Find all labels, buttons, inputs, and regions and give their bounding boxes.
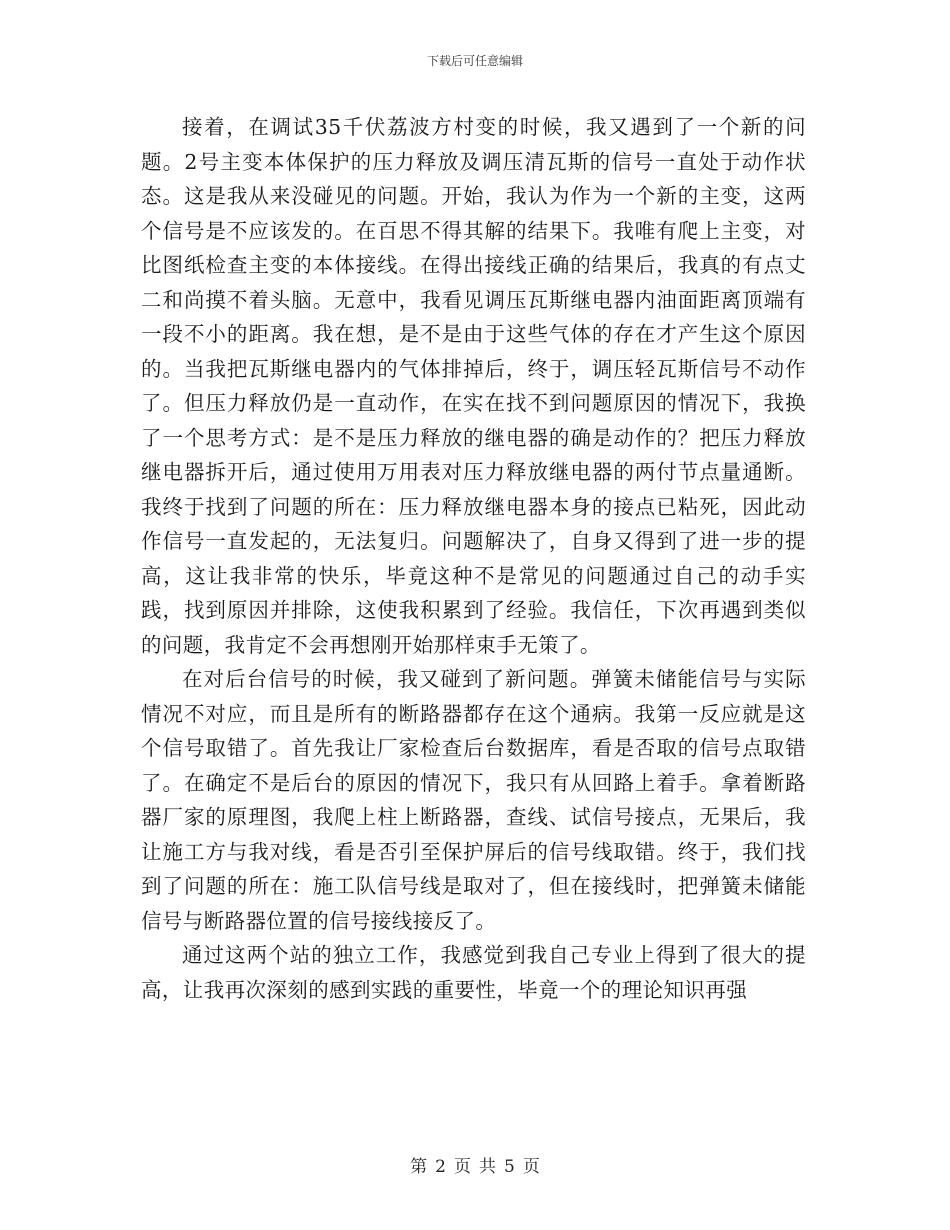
footer-current-page: 2	[435, 1157, 446, 1177]
paragraph-3: 通过这两个站的独立工作，我感觉到我自己专业上得到了很大的提高，让我再次深刻的感到实践的重要性，毕竟一个的理论知识再强	[141, 943, 806, 1002]
paragraph-2: 在对后台信号的时候，我又碰到了新问题。弹簧未储能信号与实际情况不对应，而且是所有的断路器都存在这个通病。我第一反应就是这个信号取错了。首先我让厂家检查后台数据库，看是否取的信号点取错了。在确定不是后台的原因的情况下，我只有从回路上着手。拿着断路器厂家的原理图，我爬上柱上断路器，查线、试信号接点，无果后，我让施工方与我对线，看是否引至保护屏后的信号线取错。终于，我们找到了问题的所在：施工队信号线是取对了，但在接线时，把弹簧未储能信号与断路器位置的信号接线接反了。	[141, 667, 806, 933]
footer-total-unit: 页	[522, 1157, 540, 1177]
page-number-footer	[0, 1152, 950, 1177]
footer-prefix: 第	[410, 1157, 428, 1177]
page-header: 下载后可任意编辑	[426, 54, 523, 68]
document-body	[141, 110, 806, 1007]
paragraph-1: 接着，在调试35千伏荔波方村变的时候，我又遇到了一个新的问题。2号主变本体保护的压力释放及调压清瓦斯的信号一直处于动作状态。这是我从来没碰见的问题。开始，我认为作为一个新的主变，这两个信号是不应该发的。在百思不得其解的结果下。我唯有爬上主变，对比图纸检查主变的本体接线。在得出接线正确的结果后，我真的有点丈二和尚摸不着头脑。无意中，我看见调压瓦斯继电器内油面距离顶端有一段不小的距离。我在想，是不是由于这些气体的存在才产生这个原因的。当我把瓦斯继电器内的气体排掉后，终于，调压轻瓦斯信号不动作了。但压力释放仍是一直动作，在实在找不到问题原因的情况下，我换了一个思考方式：是不是压力释放的继电器的确是动作的？把压力释放继电器拆开后，通过使用万用表对压力释放继电器的两付节点量通断。我终于找到了问题的所在：压力释放继电器本身的接点已粘死，因此动作信号一直发起的，无法复归。问题解决了，自身又得到了进一步的提高，这让我非常的快乐，毕竟这种不是常见的问题通过自己的动手实践，找到原因并排除，这使我积累到了经验。我信任，下次再遇到类似的问题，我肯定不会再想刚开始那样束手无策了。	[141, 115, 806, 657]
footer-page-unit: 页	[454, 1157, 471, 1177]
footer-total-pages: 5	[504, 1157, 515, 1177]
footer-total-label: 共	[479, 1157, 496, 1177]
